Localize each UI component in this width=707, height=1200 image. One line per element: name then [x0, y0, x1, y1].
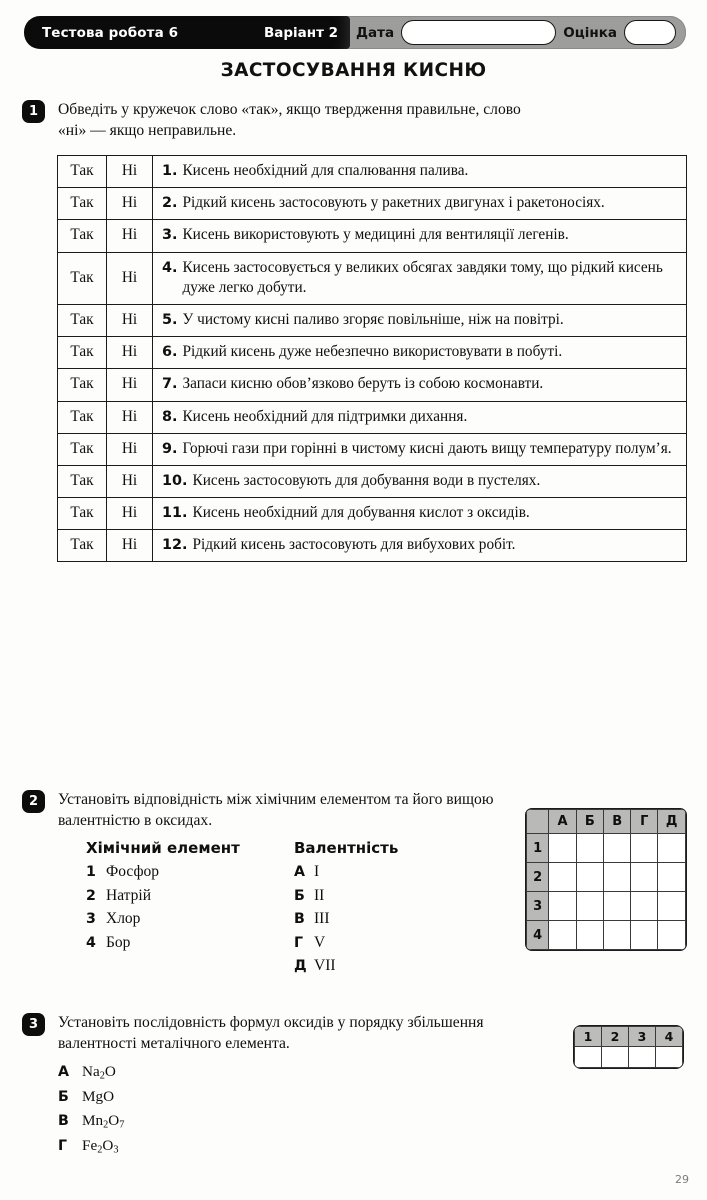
grid-answer-cell[interactable]: [549, 863, 576, 892]
grid-column-header: Д: [658, 810, 686, 834]
statement-text: Кисень використовують у медицині для вентиляції легенів.: [182, 226, 569, 244]
statement-text: Кисень необхідний для добування кислот з оксидів.: [192, 504, 530, 522]
answer-no-cell[interactable]: Ні: [107, 220, 153, 252]
grid-row: [527, 834, 686, 863]
answer-yes-cell[interactable]: Так: [58, 401, 107, 433]
formula-option: [58, 1112, 687, 1131]
formula-option-key: А: [58, 1064, 69, 1081]
answer-yes-cell[interactable]: Так: [58, 304, 107, 336]
statement-cell: [153, 156, 687, 188]
formula-option: [58, 1137, 687, 1156]
grid-answer-cell[interactable]: [576, 892, 603, 921]
grid-answer-cell[interactable]: [658, 834, 686, 863]
table-row: [58, 156, 687, 188]
statement-cell: [153, 188, 687, 220]
variant-label: Варіант 2: [263, 24, 338, 41]
answer-no-cell[interactable]: Ні: [107, 465, 153, 497]
answer-no-cell[interactable]: Ні: [107, 252, 153, 304]
element-option-value: Хлор: [106, 910, 141, 928]
grid-answer-cell[interactable]: [631, 834, 658, 863]
grid-column-header: Г: [631, 810, 658, 834]
element-option-value: Фосфор: [106, 863, 159, 881]
grid-answer-cell[interactable]: [604, 892, 631, 921]
element-option: [86, 934, 294, 952]
statement-text: Кисень необхідний для підтримки дихання.: [182, 407, 468, 425]
statement-text: Запаси кисню обов’язково беруть із собою космонавти.: [182, 375, 544, 393]
grid-row: [527, 863, 686, 892]
sequence-answer-cell[interactable]: [629, 1047, 656, 1068]
formula-option-value: $Mn_2O_7$: [82, 1112, 125, 1131]
matching-left-column: [86, 839, 294, 981]
valence-option: [294, 934, 494, 952]
valence-option-key: Г: [294, 934, 304, 951]
grid-column-header: Б: [576, 810, 603, 834]
grid-answer-cell[interactable]: [549, 921, 576, 950]
sequence-answer-cell[interactable]: [575, 1047, 602, 1068]
grid-row: [527, 892, 686, 921]
answer-yes-cell[interactable]: Так: [58, 156, 107, 188]
grid-answer-cell[interactable]: [658, 892, 686, 921]
statement-cell: [153, 337, 687, 369]
date-input[interactable]: [401, 20, 556, 45]
statement-cell: [153, 530, 687, 562]
formula-option-value: $Na_2O$: [82, 1063, 116, 1083]
valence-option-value: II: [314, 886, 325, 904]
grid-answer-cell[interactable]: [631, 921, 658, 950]
grid-row-header: 2: [527, 863, 549, 892]
task-3-instruction: Установіть послідовність формул оксидів у порядку збільшення валентності металічного елемента.: [58, 1014, 484, 1052]
grid-answer-cell[interactable]: [604, 921, 631, 950]
element-option-key: 4: [86, 934, 96, 951]
valence-option-key: В: [294, 911, 305, 928]
statement-text: Рідкий кисень дуже небезпечно використовувати в побуті.: [182, 343, 563, 361]
formula-option-key: Б: [58, 1089, 69, 1106]
answer-no-cell[interactable]: Ні: [107, 433, 153, 465]
statement-number: 5.: [162, 311, 178, 328]
worksheet-header: [24, 16, 686, 49]
page-title: ЗАСТОСУВАННЯ КИСНЮ: [220, 60, 487, 81]
valence-option: [294, 887, 494, 905]
sequence-answer-row: [575, 1047, 683, 1068]
header-black-section: [24, 16, 350, 49]
table-row: [58, 220, 687, 252]
answer-yes-cell[interactable]: Так: [58, 465, 107, 497]
answer-no-cell[interactable]: Ні: [107, 498, 153, 530]
element-option-value: Бор: [106, 933, 131, 951]
answer-yes-cell[interactable]: Так: [58, 498, 107, 530]
valence-option: [294, 863, 494, 881]
statement-text: Кисень застосовують для добування води в пустелях.: [192, 471, 541, 489]
table-row: [58, 188, 687, 220]
answer-no-cell[interactable]: Ні: [107, 304, 153, 336]
task-1-instruction: Обведіть у кружечок слово «так», якщо твердження правильне, слово «ні» — якщо неправильне.: [58, 101, 521, 139]
task-1: [22, 100, 687, 554]
valence-option: [294, 957, 494, 975]
valence-option-value: I: [314, 863, 320, 881]
mark-input[interactable]: [624, 20, 676, 45]
answer-yes-cell[interactable]: Так: [58, 337, 107, 369]
statement-cell: [153, 304, 687, 336]
date-label: Дата: [356, 24, 395, 41]
sequence-position-header: 3: [629, 1027, 656, 1047]
valence-option-value: III: [314, 910, 330, 928]
statement-text: Рідкий кисень застосовують у ракетних двигунах і ракетоносіях.: [182, 194, 605, 212]
valence-option-key: А: [294, 864, 305, 881]
task-3-number: 3: [22, 1013, 45, 1036]
formula-option-key: В: [58, 1113, 69, 1130]
statement-text: У чистому кисні паливо згоряє повільніше, ніж на повітрі.: [182, 310, 564, 328]
element-option-value: Натрій: [106, 886, 151, 904]
statement-number: 10.: [162, 472, 188, 489]
statement-cell: [153, 369, 687, 401]
table-row: [58, 337, 687, 369]
header-grey-section: [340, 16, 686, 49]
formula-option-value: $Fe_2O_3$: [82, 1136, 119, 1156]
sequence-header-row: [575, 1027, 683, 1047]
answer-yes-cell[interactable]: Так: [58, 220, 107, 252]
grid-answer-cell[interactable]: [631, 892, 658, 921]
grid-corner: [527, 810, 549, 834]
task-2-number: 2: [22, 790, 45, 813]
true-false-table: [57, 155, 687, 562]
answer-no-cell[interactable]: Ні: [107, 401, 153, 433]
valence-option: [294, 910, 494, 928]
valence-option-key: Д: [294, 958, 307, 975]
grid-answer-cell[interactable]: [658, 921, 686, 950]
answer-yes-cell[interactable]: Так: [58, 433, 107, 465]
answer-no-cell[interactable]: Ні: [107, 337, 153, 369]
statement-cell: [153, 498, 687, 530]
task-2-instruction: Установіть відповідність між хімічним елементом та його вищою валентністю в оксидах.: [58, 791, 494, 829]
statement-number: 6.: [162, 344, 178, 361]
mark-label: Оцінка: [563, 24, 617, 41]
table-row: [58, 498, 687, 530]
answer-yes-cell[interactable]: Так: [58, 369, 107, 401]
statement-text: Рідкий кисень застосовують для вибухових робіт.: [192, 536, 516, 554]
table-row: [58, 530, 687, 562]
table-row: [58, 304, 687, 336]
answer-yes-cell[interactable]: Так: [58, 252, 107, 304]
statement-cell: [153, 252, 687, 304]
table-row: [58, 465, 687, 497]
table-row: [58, 433, 687, 465]
matching-right-column: [294, 839, 494, 981]
statement-number: 11.: [162, 505, 188, 522]
formula-option: [58, 1088, 687, 1106]
sequence-options-list: [58, 1063, 687, 1155]
statement-number: 2.: [162, 195, 178, 212]
grid-row-header: 3: [527, 892, 549, 921]
statement-cell: [153, 220, 687, 252]
work-title: Тестова робота 6: [42, 24, 179, 41]
statement-number: 3.: [162, 227, 178, 244]
statement-number: 12.: [162, 537, 188, 554]
element-option-key: 2: [86, 887, 96, 904]
grid-answer-cell[interactable]: [576, 921, 603, 950]
table-row: [58, 401, 687, 433]
grid-column-header: А: [549, 810, 576, 834]
answer-no-cell[interactable]: Ні: [107, 369, 153, 401]
statement-text: Горючі гази при горінні в чистому кисні дають вищу температуру полум’я.: [182, 439, 672, 457]
grid-row-header: 1: [527, 834, 549, 863]
task-1-number: 1: [22, 100, 45, 123]
answer-yes-cell[interactable]: Так: [58, 188, 107, 220]
statement-number: 8.: [162, 408, 178, 425]
grid-column-header: В: [604, 810, 631, 834]
grid-answer-cell[interactable]: [604, 863, 631, 892]
right-column-heading: Валентність: [294, 839, 399, 858]
statement-number: 4.: [162, 259, 178, 276]
statement-cell: [153, 433, 687, 465]
element-option: [86, 887, 294, 905]
answer-yes-cell[interactable]: Так: [58, 530, 107, 562]
grid-row-header: 4: [527, 921, 549, 950]
task-3-answer-boxes[interactable]: [573, 1025, 684, 1069]
grid-answer-cell[interactable]: [658, 863, 686, 892]
task-3: [22, 1013, 687, 1161]
element-option-key: 3: [86, 911, 96, 928]
statement-text: Кисень необхідний для спалювання палива.: [182, 162, 469, 179]
formula-option-value: MgO: [82, 1088, 115, 1106]
valence-option-value: VII: [314, 957, 336, 975]
statement-cell: [153, 401, 687, 433]
grid-answer-cell[interactable]: [576, 863, 603, 892]
sequence-position-header: 4: [656, 1027, 683, 1047]
element-option: [86, 910, 294, 928]
grid-answer-cell[interactable]: [631, 863, 658, 892]
grid-header-row: [527, 810, 686, 834]
grid-row: [527, 921, 686, 950]
valence-option-key: Б: [294, 887, 305, 904]
statement-text: Кисень застосовується у великих обсягах завдяки тому, що рідкий кисень дуже легко добути.: [182, 258, 663, 296]
answer-no-cell[interactable]: Ні: [107, 156, 153, 188]
element-option: [86, 863, 294, 881]
statement-number: 9.: [162, 440, 178, 457]
statement-number: 1.: [162, 163, 178, 179]
valence-option-value: V: [314, 933, 326, 951]
grid-answer-cell[interactable]: [549, 834, 576, 863]
statement-cell: [153, 465, 687, 497]
table-row: [58, 369, 687, 401]
grid-answer-cell[interactable]: [604, 834, 631, 863]
answer-no-cell[interactable]: Ні: [107, 530, 153, 562]
sequence-answer-cell[interactable]: [656, 1047, 683, 1068]
grid-answer-cell[interactable]: [549, 892, 576, 921]
sequence-position-header: 1: [575, 1027, 602, 1047]
formula-option-key: Г: [58, 1137, 68, 1154]
statement-number: 7.: [162, 376, 178, 393]
left-column-heading: Хімічний елемент: [86, 839, 240, 858]
sequence-answer-cell[interactable]: [602, 1047, 629, 1068]
table-row: [58, 252, 687, 304]
page-number: 29: [675, 1173, 689, 1186]
answer-no-cell[interactable]: Ні: [107, 188, 153, 220]
element-option-key: 1: [86, 864, 96, 881]
task-2: [22, 790, 687, 981]
sequence-position-header: 2: [602, 1027, 629, 1047]
task-2-answer-grid[interactable]: [525, 808, 687, 951]
grid-answer-cell[interactable]: [576, 834, 603, 863]
